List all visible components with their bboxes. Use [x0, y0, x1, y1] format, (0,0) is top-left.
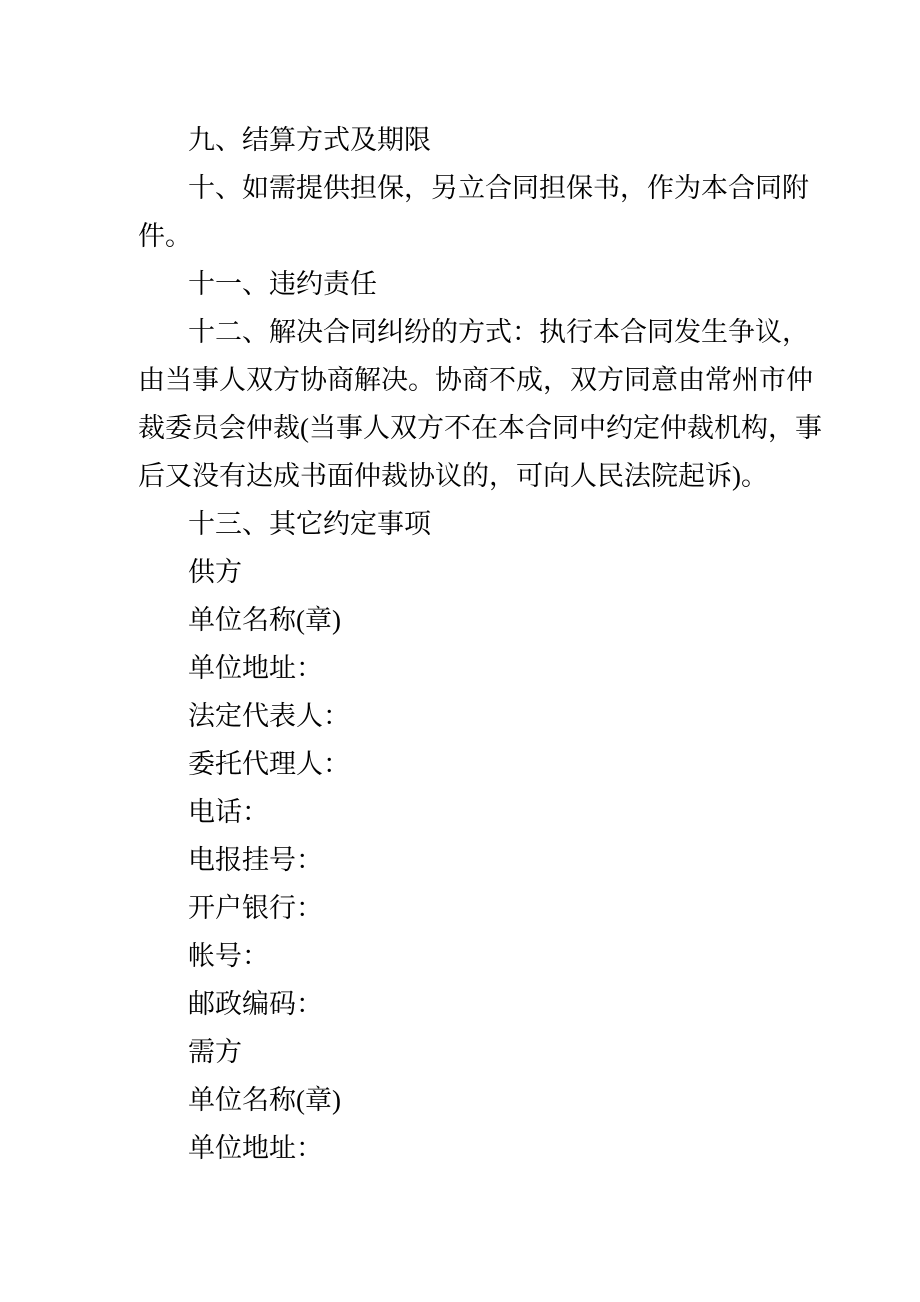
text-line-clause-12-cont-1: 由当事人双方协商解决。协商不成，双方同意由常州市仲 — [138, 365, 813, 395]
text-line-clause-12-cont-2: 裁委员会仲裁(当事人双方不在本合同中约定仲裁机构，事 — [138, 413, 822, 443]
text-line-phone: 电话： — [188, 797, 269, 827]
text-line-clause-10-cont: 件。 — [138, 221, 192, 251]
text-line-clause-12: 十二、解决合同纠纷的方式：执行本合同发生争议， — [188, 317, 809, 347]
text-line-legal-representative: 法定代表人： — [188, 701, 350, 731]
text-line-telegraph: 电报挂号： — [188, 845, 323, 875]
text-line-account: 帐号： — [188, 941, 269, 971]
text-line-bank: 开户银行： — [188, 893, 323, 923]
text-line-supplier-unit-name: 单位名称(章) — [188, 605, 341, 635]
text-line-postcode: 邮政编码： — [188, 989, 323, 1019]
text-line-supplier-address: 单位地址： — [188, 653, 323, 683]
text-line-clause-10: 十、如需提供担保，另立合同担保书，作为本合同附 — [188, 173, 809, 203]
text-line-clause-13: 十三、其它约定事项 — [188, 509, 431, 539]
text-line-clause-11: 十一、违约责任 — [188, 269, 377, 299]
text-line-authorized-agent: 委托代理人： — [188, 749, 350, 779]
text-line-clause-12-cont-3: 后又没有达成书面仲裁协议的，可向人民法院起诉)。 — [138, 461, 768, 491]
text-line-clause-9: 九、结算方式及期限 — [188, 125, 431, 155]
document-page — [138, 116, 850, 1172]
text-line-supplier: 供方 — [188, 557, 242, 587]
text-line-buyer: 需方 — [188, 1037, 242, 1067]
text-line-buyer-address: 单位地址： — [188, 1133, 323, 1163]
text-line-buyer-unit-name: 单位名称(章) — [188, 1085, 341, 1115]
